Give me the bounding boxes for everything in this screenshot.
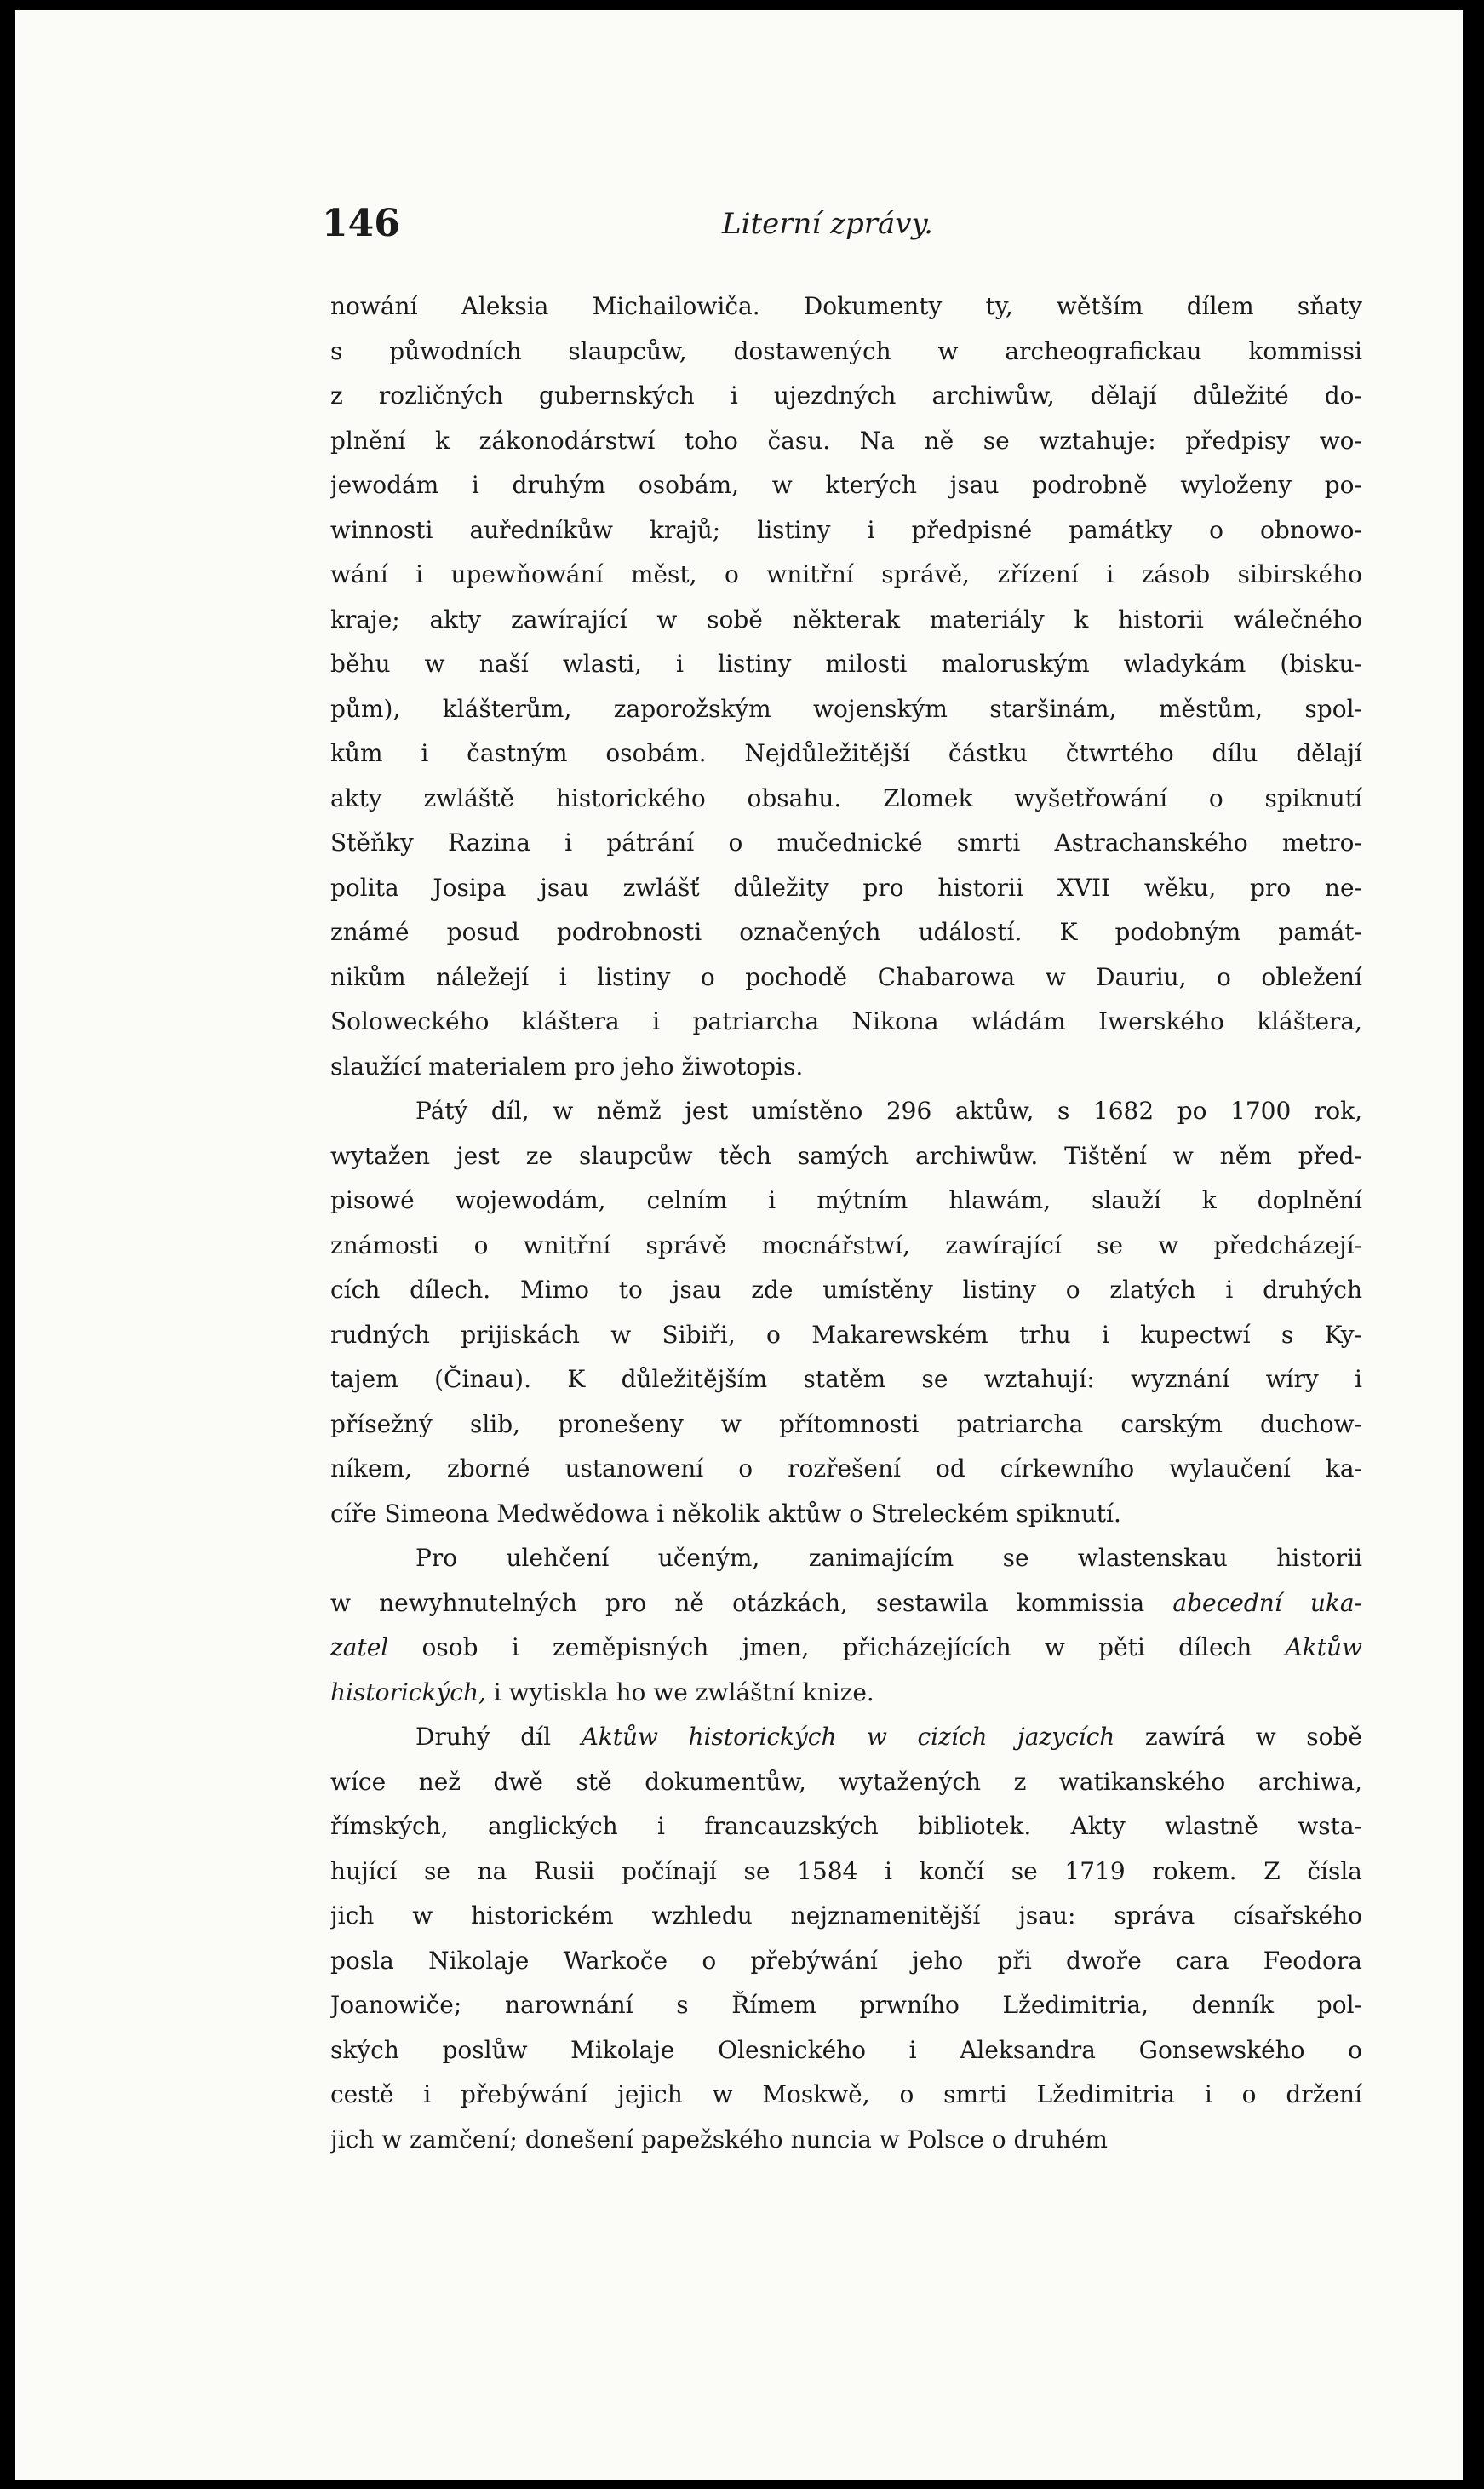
text-run: Pro ulehčení učeným, zanimajícím se wlastenskau historii (415, 1544, 1362, 1572)
text-run: Joanowiče; narownání s Římem prwního Lžedimitria, denník pol- (330, 1991, 1362, 2019)
text-run: i wytiskla ho we zwláštní knize. (485, 1677, 874, 1706)
text-line (330, 1983, 1362, 2028)
text-line: s půwodních slaupcůw, dostawených w archeografickau kommissi (330, 336, 1362, 365)
text-line: níkem, zborné ustanowení o rozřešení od církewního wylaučení ka- (330, 1454, 1362, 1483)
paragraph (330, 1089, 1362, 1536)
running-head: Literní zprávy. (722, 207, 933, 241)
text-line: plnění k zákonodárstwí toho času. Na ně se wztahuje: předpisy wo- (330, 426, 1362, 455)
text-line: známé posud podrobnosti označených událostí. K podobným památ- (330, 918, 1362, 946)
italic-run: Aktůw historických w cizích jazycích (581, 1723, 1115, 1751)
text-line (330, 1939, 1362, 1984)
paragraph (330, 1715, 1362, 2162)
text-line (330, 2073, 1362, 2118)
body-text (330, 284, 1362, 2162)
paragraph (330, 284, 1362, 1089)
italic-run: Aktůw (1285, 1633, 1362, 1661)
text-run: římských, anglických i francauzských bibliotek. Akty wlastně wsta- (330, 1812, 1362, 1840)
text-line (330, 2118, 1362, 2163)
text-line: tajem (Činau). K důležitějším statěm se wztahují: wyznání wíry i (330, 1365, 1362, 1393)
text-run: ských poslůw Mikolaje Olesnického i Aleksandra Gonsewského o (330, 2035, 1362, 2064)
text-line: slaužící materialem pro jeho žiwotopis. (330, 1052, 804, 1081)
text-line: rudných prijiskách w Sibiři, o Makarewském trhu i kupectwí s Ky- (330, 1320, 1362, 1349)
text-run: w newyhnutelných pro ně otázkách, sestawila kommissia (330, 1588, 1173, 1617)
text-line: akty zwláště historického obsahu. Zlomek wyšetřowání o spiknutí (330, 783, 1362, 812)
text-line: wytažen jest ze slaupcůw těch samých archiwůw. Tištění w něm před- (330, 1141, 1362, 1170)
text-run: wíce než dwě stě dokumentůw, wytažených z watikanského archiwa, (330, 1767, 1362, 1796)
text-run: jich w historickém wzhledu nejznamenitější jsau: správa císařského (330, 1901, 1362, 1930)
text-line: kům i častným osobám. Nejdůležitější částku čtwrtého dílu dělají (330, 739, 1362, 767)
text-line: nikům náležejí i listiny o pochodě Chabarowa w Dauriu, o obležení (330, 962, 1362, 991)
text-line: wání i upewňowání měst, o wnitřní správě, zřízení i zásob sibirského (330, 560, 1362, 588)
text-run: Druhý díl (415, 1723, 582, 1751)
text-line (330, 1715, 1362, 1760)
text-line: běhu w naší wlasti, i listiny milosti maloruským wladykám (bisku- (330, 650, 1362, 678)
text-line: pům), klášterům, zaporožským wojenským staršinám, městům, spol- (330, 694, 1362, 723)
text-line (330, 1804, 1362, 1850)
text-run: cestě i přebýwání jejich w Moskwě, o smrti Lžedimitria i o držení (330, 2080, 1362, 2108)
text-line: polita Josipa jsau zwlášť důležity pro historii XVII wěku, pro ne- (330, 873, 1362, 902)
text-line (330, 1671, 1362, 1716)
italic-run: zatel (330, 1633, 389, 1661)
paragraph (330, 1536, 1362, 1715)
text-line (330, 2028, 1362, 2073)
text-line (330, 1850, 1362, 1895)
text-line: známosti o wnitřní správě mocnářstwí, zawírající se w předcházejí- (330, 1230, 1362, 1259)
text-line (330, 1536, 1362, 1581)
text-run: zawírá w sobě (1114, 1723, 1362, 1751)
text-line (330, 1894, 1362, 1939)
text-run: jich w zamčení; donešení papežského nuncia w Polsce o druhém (330, 2125, 1108, 2154)
italic-run: historických, (330, 1677, 486, 1706)
text-line: Pátý díl, w němž jest umístěno 296 aktůw, s 1682 po 1700 rok, (415, 1097, 1362, 1125)
text-run: posla Nikolaje Warkoče o přebýwání jeho při dwoře cara Feodora (330, 1946, 1362, 1975)
text-run: osob i zeměpisných jmen, přicházejících w pěti dílech (388, 1633, 1286, 1661)
text-line: winnosti auředníkůw krajů; listiny i předpisné památky o obnowo- (330, 515, 1362, 544)
text-line: cíře Simeona Medwědowa i několik aktůw o Streleckém spiknutí. (330, 1499, 1121, 1528)
italic-run: abecední uka- (1172, 1588, 1362, 1617)
text-run: hující se na Rusii počínají se 1584 i končí se 1719 rokem. Z čísla (330, 1856, 1362, 1885)
text-line: jewodám i druhým osobám, w kterých jsau podrobně wyloženy po- (330, 471, 1362, 499)
text-line: nowání Aleksia Michailowiča. Dokumenty ty, wětším dílem sňaty (330, 292, 1362, 320)
text-line: cích dílech. Mimo to jsau zde umístěny listiny o zlatých i druhých (330, 1276, 1362, 1304)
text-line (330, 1760, 1362, 1805)
text-line: kraje; akty zawírající w sobě některak materiály k historii wálečného (330, 605, 1362, 634)
scanned-page (15, 10, 1463, 2480)
text-line: pisowé wojewodám, celním i mýtním hlawám, slauží k doplnění (330, 1186, 1362, 1214)
text-line (330, 1626, 1362, 1671)
text-line: z rozličných gubernských i ujezdných archiwůw, dělají důležité do- (330, 381, 1362, 410)
page-number: 146 (322, 202, 400, 245)
text-line: přísežný slib, pronešeny w přítomnosti patriarcha carským duchow- (330, 1409, 1362, 1438)
text-line: Stěňky Razina i pátrání o mučednické smrti Astrachanského metro- (330, 829, 1362, 857)
text-line: Soloweckého kláštera i patriarcha Nikona wládám Iwerského kláštera, (330, 1007, 1362, 1035)
text-line (330, 1581, 1362, 1626)
page-header (322, 202, 1378, 253)
